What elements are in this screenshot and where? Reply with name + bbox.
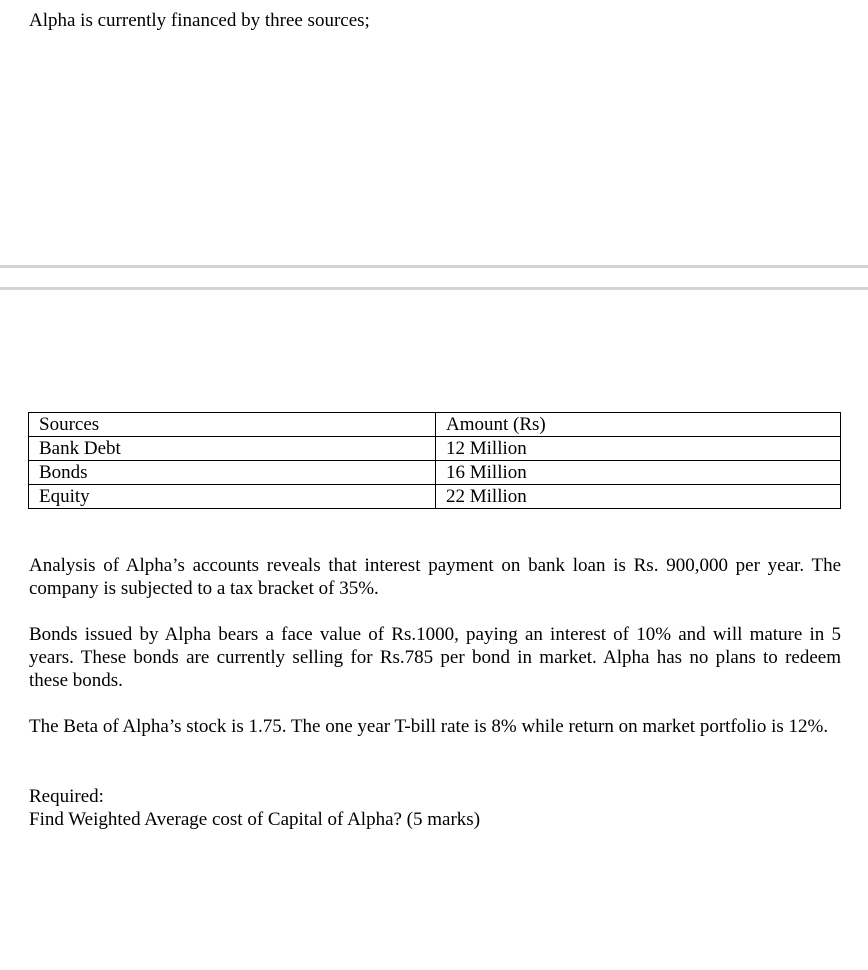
table-row	[29, 461, 841, 485]
intro-text: Alpha is currently financed by three sources;	[29, 10, 370, 31]
cell-source: Equity	[29, 485, 436, 509]
required-label: Required:	[29, 786, 104, 807]
table-header-row	[29, 413, 841, 437]
page-break-divider	[0, 265, 868, 290]
required-section	[29, 785, 841, 831]
cell-source: Bonds	[29, 461, 436, 485]
financing-sources-table	[28, 412, 841, 509]
header-amount: Amount (Rs)	[436, 413, 841, 437]
cell-amount: 22 Million	[436, 485, 841, 509]
bank-loan-paragraph: Analysis of Alpha’s accounts reveals that interest payment on bank loan is Rs. 900,000 per year. The company is subjected to a tax bracket of 35%.	[29, 555, 841, 599]
beta-paragraph: The Beta of Alpha’s stock is 1.75. The one year T-bill rate is 8% while return on market portfolio is 12%.	[29, 716, 829, 737]
table-row	[29, 485, 841, 509]
table-row	[29, 437, 841, 461]
question-text: Find Weighted Average cost of Capital of Alpha? (5 marks)	[29, 809, 481, 830]
cell-amount: 16 Million	[436, 461, 841, 485]
header-sources: Sources	[29, 413, 436, 437]
bonds-paragraph: Bonds issued by Alpha bears a face value of Rs.1000, paying an interest of 10% and will mature in 5 years. These bonds are currently selling for Rs.785 per bond in market. Alpha has no plans to redeem these bonds.	[29, 624, 841, 691]
cell-source: Bank Debt	[29, 437, 436, 461]
cell-amount: 12 Million	[436, 437, 841, 461]
